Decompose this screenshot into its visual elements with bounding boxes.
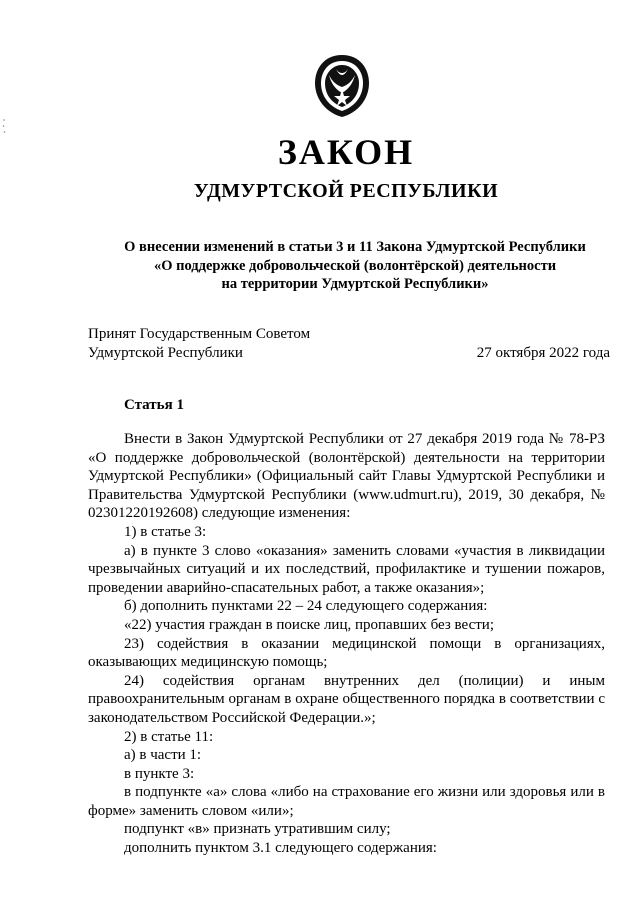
paragraph: Внести в Закон Удмуртской Республики от 27 декабря 2019 года № 78-РЗ «О поддержке добровольческой (волонтёрской) деятельности на территории Удмуртской Республики» (Официальный сайт Главы Удмуртской Республики и Правительства Удмуртской Республики (www.udmurt.ru), 2019, 30 декабря, № 02301220192608) следующие изменения: [88,431,605,522]
adopted-by-line: Удмуртской Республики [88,345,243,361]
paragraph: подпункт «в» признать утратившим силу; [124,821,391,838]
paragraph: 1) в статье 3: [124,523,207,540]
paragraph: 2) в статье 11: [124,728,214,745]
paragraph: дополнить пунктом 3.1 следующего содержания: [124,840,437,857]
heading-line: «О поддержке добровольческой (волонтёрской) деятельности [153,257,557,274]
paragraph: «22) участия граждан в поиске лиц, пропавших без вести; [124,616,494,633]
law-heading [90,238,620,294]
adopted-date: 27 октября 2022 года [476,345,610,361]
coat-of-arms-emblem-icon [312,53,372,119]
heading-line: О внесении изменений в статьи 3 и 11 Закона Удмуртской Республики [124,239,586,255]
paragraph: а) в части 1: [124,747,202,764]
scan-mark [2,118,6,136]
paragraph: б) дополнить пунктами 22 – 24 следующего содержания: [124,598,488,615]
document-title: ЗАКОН [277,132,415,172]
document-subtitle: УДМУРТСКОЙ РЕСПУБЛИКИ [193,180,499,202]
adopted-by [88,325,310,363]
paragraph: 24) содействия органам внутренних дел (полиции) и иным правоохранительным органам в охране общественного порядка в соответствии с законодательством Российской Федерации.»; [88,672,605,726]
paragraph: в подпункте «а» слова «либо на страхование его жизни или здоровья или в форме» заменить словом «или»; [88,784,605,819]
paragraph: а) в пункте 3 слово «оказания» заменить словами «участия в ликвидации чрезвычайных ситуаций и их последствий, профилактике и тушении пожаров, проведении аварийно-спасательных работ, а также оказания»; [88,542,605,596]
article-body [88,430,605,858]
paragraph: 23) содействия в оказании медицинской помощи в организациях, оказывающих медицинскую помощь; [88,635,605,671]
heading-line: на территории Удмуртской Республики» [221,276,489,292]
paragraph: в пункте 3: [124,765,195,782]
adopted-by-line: Принят Государственным Советом [88,326,311,342]
article-title: Статья 1 [124,397,184,413]
